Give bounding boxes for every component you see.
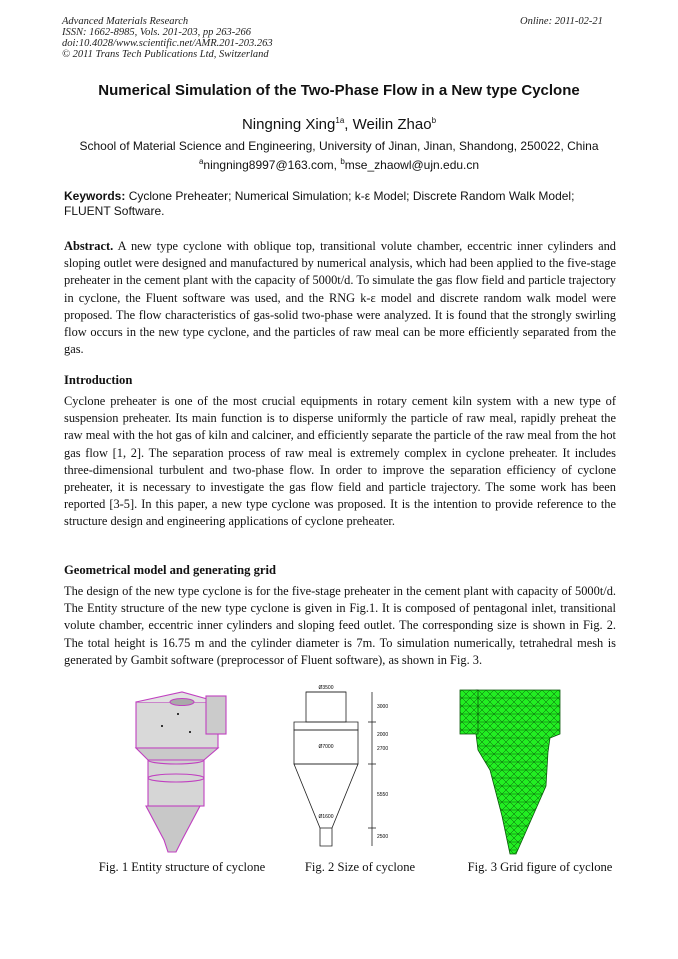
dim-label: 2000 [377, 732, 389, 738]
affiliation-mark: b [431, 116, 437, 125]
affiliation-text: School of Material Science and Engineering, University of Jinan, Jinan, Shandong, 250022, China [79, 139, 599, 153]
section-heading: Introduction [64, 373, 133, 387]
email-mark: a [198, 157, 204, 166]
author-name: Ningning Xing [241, 116, 336, 133]
email-line [62, 154, 616, 173]
online-date: Online: 2011-02-21 [520, 16, 603, 27]
figure-1-caption: Fig. 1 Entity structure of cyclone [98, 860, 266, 874]
author-email: ningning8997@163.com, [203, 158, 341, 172]
running-header [62, 16, 273, 60]
dim-label: 5550 [377, 792, 389, 798]
dim-top-diameter: Ø3500 [318, 685, 334, 691]
dim-label: 3000 [377, 704, 389, 710]
abstract-paragraph [64, 238, 616, 358]
doi-line: doi:10.4028/www.scientific.net/AMR.201-203.263 [62, 38, 273, 49]
author-line [0, 116, 678, 133]
author-name: Weilin Zhao [352, 116, 432, 133]
copyright-line: © 2011 Trans Tech Publications Ltd, Switzerland [62, 49, 269, 60]
figure-2-size-drawing [276, 678, 389, 856]
keywords-text: Cyclone Preheater; Numerical Simulation; k-ε Model; Discrete Random Walk Model; FLUENT Software. [64, 189, 575, 218]
dim-lower-diameter: Ø1600 [318, 814, 334, 820]
figure-3-grid-mesh [450, 686, 570, 856]
keywords-block [64, 189, 616, 219]
dim-label: 2500 [377, 834, 389, 840]
abstract-text: A new type cyclone with oblique top, transitional volute chamber, eccentric inner cylinders and sloping outlet were designed and manufactured by numerical analysis, which had been applied to the five-stage preheater in the cement plant with the capacity of 5000t/d. To simulate the gas flow field and particle trajectory in cyclone, the Fluent software was used, and the RNG k-ε model and discrete random walk model were proposed. The flow characteristics of gas-solid two-phase were analyzed. It is found that the strongly swirling flow occurs in the new type cyclone, and the particles of raw meal can be more efficiently separated from the gas. [64, 239, 616, 357]
issn-line: ISSN: 1662-8985, Vols. 201-203, pp 263-266 [62, 27, 251, 38]
figure-3-caption: Fig. 3 Grid figure of cyclone [467, 860, 613, 874]
journal-name: Advanced Materials Research [62, 16, 189, 27]
affiliation-block [62, 139, 616, 173]
dim-label: 2700 [377, 746, 389, 752]
author-separator: , [344, 116, 353, 133]
figure-1-entity-model [118, 686, 242, 856]
dim-mid-diameter: Ø7000 [318, 744, 334, 750]
abstract-label: Abstract. [64, 239, 114, 253]
section-heading: Geometrical model and generating grid [64, 563, 276, 577]
email-mark: b [340, 157, 345, 166]
paper-title: Numerical Simulation of the Two-Phase Flow in a New type Cyclone [98, 82, 580, 99]
introduction-paragraph: Cyclone preheater is one of the most crucial equipments in rotary cement kiln system with a new type of suspension preheater. Its main function is to disperse uniformly the particle of raw meal, rapidly preheat the raw meal with the hot gas of kiln and calciner, and efficiently separate the particle of the raw meal from the hot gas flow [1, 2]. The separation process of raw meal is extremely complex in cyclone preheater. It includes three-dimensional turbulent and two-phase flow. In order to improve the separation efficiency of cyclone preheater, it is necessary to investigate the gas flow field and particle trajectory. The some work has been reported [3-5]. In this paper, a new type cyclone was proposed. It is the intention to provide reference to the structure design and engineering applications of cyclone preheater. [64, 394, 616, 529]
geometry-paragraph: The design of the new type cyclone is for the five-stage preheater in the cement plant with capacity of 5000t/d. The Entity structure of the new type cyclone is given in Fig.1. It is composed of pentagonal inlet, transitional volute chamber, eccentric inner cylinders and sloping feed outlet. The corresponding size is shown in Fig. 2. The total height is 16.75 m and the cylinder diameter is 7m. To simulation numerically, tetrahedral mesh is generated by Gambit software (preprocessor of Fluent software), as shown in Fig. 3. [64, 584, 616, 667]
figure-2-caption: Fig. 2 Size of cyclone [304, 860, 416, 874]
keywords-label: Keywords: [64, 189, 126, 203]
author-email: mse_zhaowl@ujn.edu.cn [344, 158, 480, 172]
affiliation-mark: 1a [335, 116, 345, 125]
